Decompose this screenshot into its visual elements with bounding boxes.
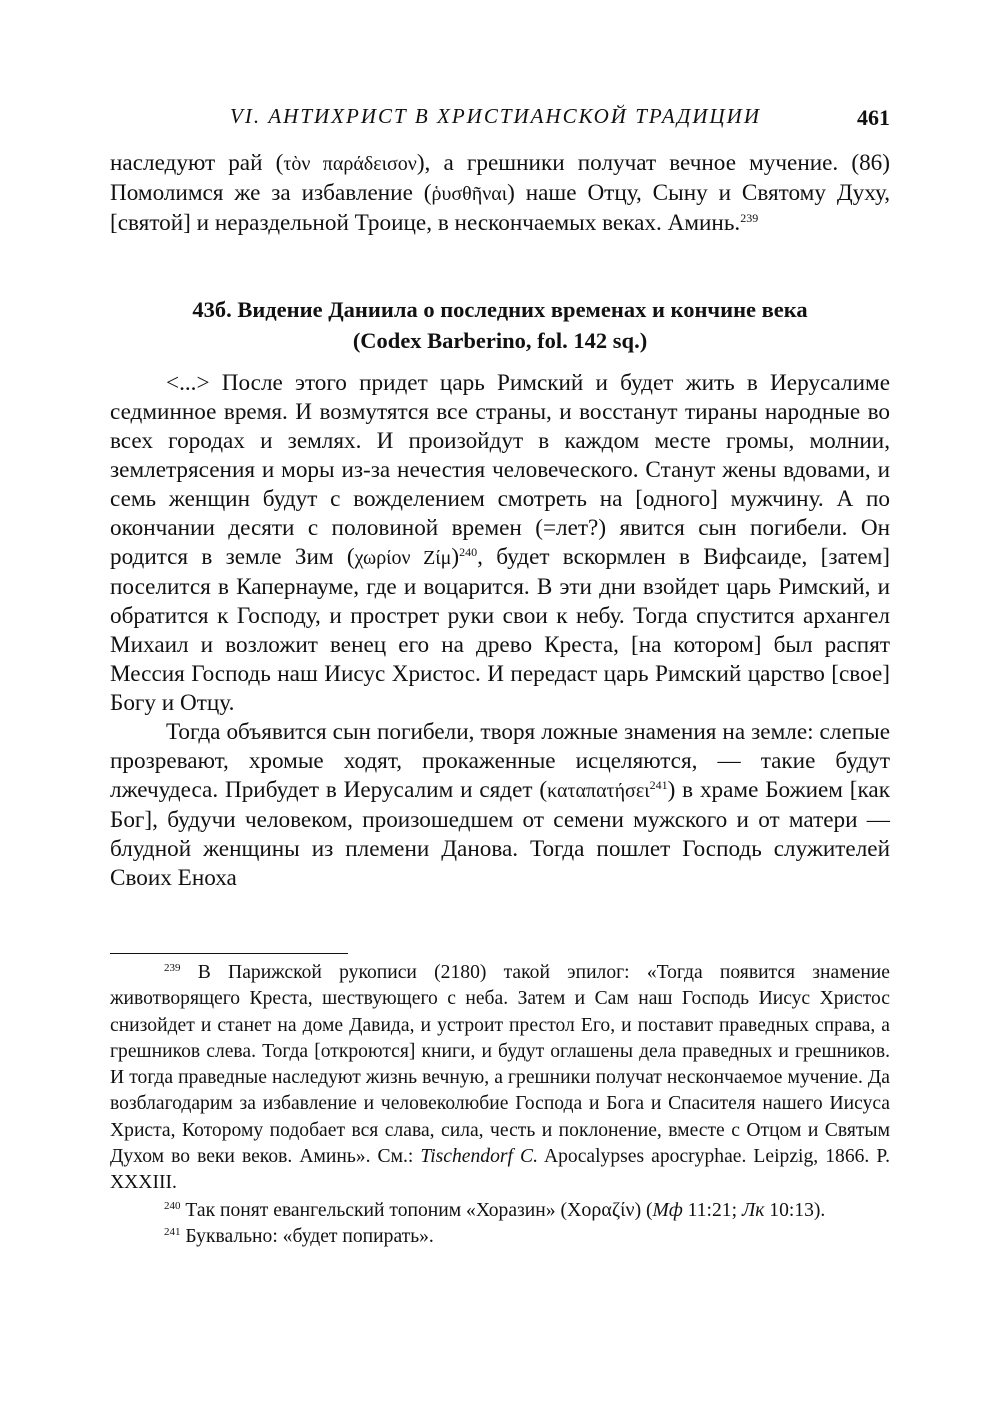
section-source: (Codex Barberino, fol. 142 sq.) xyxy=(352,328,648,353)
footnote-241 xyxy=(110,1224,890,1250)
paragraph xyxy=(110,718,890,893)
bible-book-abbr: Мф xyxy=(652,1199,683,1221)
footnote-239 xyxy=(110,960,890,1197)
text-run: ) xyxy=(451,544,460,570)
page-number: 461 xyxy=(857,105,890,130)
bible-book-abbr: Лк xyxy=(741,1199,765,1221)
text-run: наследуют рай ( xyxy=(110,150,284,176)
text-run: Apocalypses apocryphae. Leipzig, 1866. P. XXXIII. xyxy=(110,1146,890,1194)
text-run: Буквально: «будет попирать». xyxy=(185,1225,434,1247)
greek-phrase: καταπατήσει xyxy=(547,780,650,802)
text-run: 11:21; xyxy=(682,1199,742,1221)
section-body xyxy=(110,369,890,893)
footnotes xyxy=(110,960,890,1250)
footnote-number: 241 xyxy=(164,1225,181,1238)
greek-phrase: ῥυσθῆναι xyxy=(431,183,508,205)
greek-phrase: Χοραζίν xyxy=(566,1198,635,1221)
running-head xyxy=(110,104,890,138)
footnote-ref[interactable]: 239 xyxy=(740,211,759,225)
text-run: ) наше Отцу, Сыну и Святому Духу, [святой] и нераздельной Троице, в нескончаемых веках. Аминь. xyxy=(110,180,891,236)
text-run: Тогда объявится сын погибели, творя ложные знамения на земле: слепые прозревают, хромые ходят, прокаженные исцеляются, — такие будут лжечудеса. Прибудет в Иерусалим и сядет ( xyxy=(110,719,890,803)
text-run: 10:13). xyxy=(764,1199,826,1221)
footnote-divider xyxy=(110,953,348,954)
paragraph xyxy=(110,369,890,718)
text-run: <...> После этого придет царь Римский и будет жить в Иерусалиме седминное время. И возмутятся все страны, и восстанут тираны народные во всех городах и землях. И произойдут в каждом месте громы, молнии, землетрясения и моры из-за нечестия человеческого. Станут жены вдовами, и семь женщин будут с вожделением смотреть на [одного] мужчину. А по окончании десяти с половиной времен (=лет?) явится сын погибели. Он родится в земле Зим ( xyxy=(110,370,890,570)
footnote-number: 240 xyxy=(164,1199,181,1212)
text-run: ) ( xyxy=(634,1199,653,1221)
running-title: VI. АНТИХРИСТ В ХРИСТИАНСКОЙ ТРАДИЦИИ xyxy=(230,104,762,128)
greek-phrase: τὸν παράδεισον xyxy=(283,153,417,175)
footnote-ref[interactable]: 240 xyxy=(459,545,478,559)
section-heading xyxy=(110,294,890,356)
footnote-ref[interactable]: 241 xyxy=(649,778,668,792)
continuation-paragraph xyxy=(110,149,890,238)
footnote-number: 239 xyxy=(164,962,181,974)
greek-phrase: χωρίον Ζίμ xyxy=(354,547,452,569)
text-run: Так понят евангельский топоним «Хоразин» ( xyxy=(185,1199,567,1221)
footnote-240 xyxy=(110,1197,890,1224)
text-run: , будет вскормлен в Вифсаиде, [затем] поселится в Капернауме, где и воцарится. В эти дни взойдет царь Римский, и обратится к Господу, и прострет руки свои к небу. Тогда спустится архангел Михаил и возложит венец его на древо Креста, [на котором] был распят Мессия Господь наш Иисус Христос. И передаст царь Римский царство [свое] Богу и Отцу. xyxy=(110,544,890,716)
section-title: 43б. Видение Даниила о последних временах и кончине века xyxy=(192,297,808,322)
text-run: ) в храме Божием [как Бог], будучи человеком, произошедшем от семени мужского и от матери — блудной женщины из племени Данова. Тогда пошлет Господь служителей Своих Еноха xyxy=(110,777,890,891)
author-name: Tischendorf C. xyxy=(420,1146,538,1168)
text-run: В Парижской рукописи (2180) такой эпилог: «Тогда появится знамение животворящего Креста, шествующего с неба. Затем и Сам наш Господь Иисус Христос снизойдет и станет на доме Давида, и устроит престол Его, и поставит праведных справа, а грешников слева. Тогда [откроются] книги, и будут оглашены дела праведных и грешников. И тогда праведные наследуют жизнь вечную, а грешники получат нескончаемое мучение. Да возблагодарим за избавление и человеколюбие Господа и Бога и Спасителя нашего Иисуса Христа, Которому подобает вся слава, сила, честь и поклонение, вместе с Отцом и Святым Духом во веки веков. Аминь». См.: xyxy=(110,962,890,1168)
text-run: ), а грешники получат вечное мучение. (86) Помолимся же за избавление ( xyxy=(110,150,890,206)
book-page xyxy=(110,0,890,1405)
